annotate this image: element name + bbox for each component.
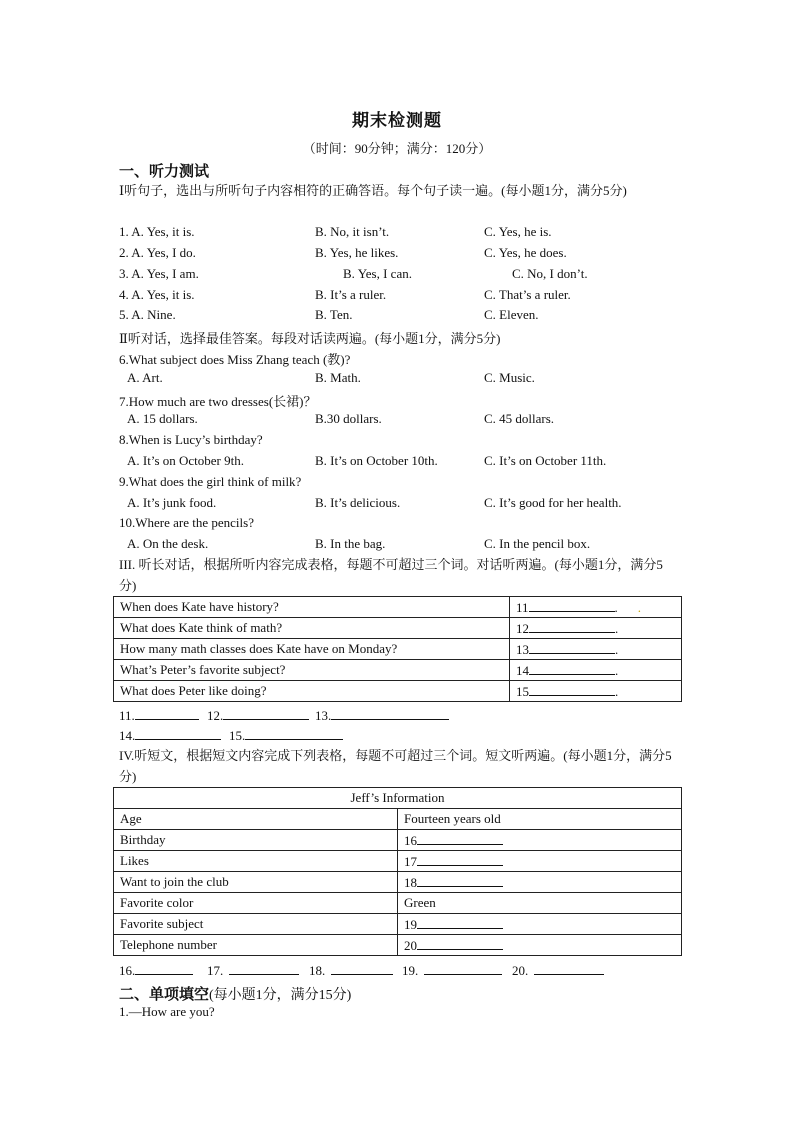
answer-label: 13. [315,708,332,723]
section2-q1: 1.—How are you? [119,1004,215,1019]
answer-number: 17 [404,853,417,869]
table-title: Jeff’s Information [114,788,682,809]
page-title: 期末检测题 [352,111,442,130]
table-cell-answer: 14 . [510,660,682,681]
q8-question: 8.When is Lucy’s birthday? [119,432,263,447]
table-cell-key: Likes [114,851,398,872]
section2-note: (每小题1分，满分15分) [209,988,352,1003]
q9-option-a: A. It’s junk food. [127,495,217,510]
table-row [114,872,682,893]
table-cell-question: When does Kate have history? [114,597,510,618]
table-row [114,914,682,935]
q7-option-b: B.30 dollars. [315,411,382,426]
answer-label: 14. [119,728,136,743]
answer-label: 12. [207,708,224,723]
q3-option-a: 3. A. Yes, I am. [119,266,199,281]
answer-label: 11. [119,708,135,723]
table-cell-answer: 15 . [510,681,682,702]
q4-option-c: C. That’s a ruler. [484,287,571,302]
answer-label: 18. [309,963,326,978]
answer-line-15 [229,727,343,744]
table-cell-answer: 13 . [510,639,682,660]
part2-instruction: Ⅱ听对话，选择最佳答案。每段对话读两遍。(每小题1分，满分5分) [119,331,501,346]
answer-blank[interactable] [417,916,503,929]
section2-heading: 二、单项填空 [119,987,210,1003]
q5-option-b: B. Ten. [315,307,353,322]
answer-blank[interactable] [245,727,343,740]
table-cell-value [398,851,682,872]
q3-option-c: C. No, I don’t. [512,266,588,281]
q10-option-b: B. In the bag. [315,536,386,551]
q8-option-c: C. It’s on October 11th. [484,453,607,468]
answer-line-12 [207,707,309,724]
answer-number: 13 [516,641,529,657]
section1-heading: 一、听力测试 [119,164,210,180]
table-cell-question: What’s Peter’s favorite subject? [114,660,510,681]
q7-option-a: A. 15 dollars. [127,411,198,426]
q9-option-c: C. It’s good for her health. [484,495,622,510]
q2-option-c: C. Yes, he does. [484,245,567,260]
part3-instruction: III. 听长对话，根据所听内容完成表格，每题不可超过三个词。对话听两遍。(每小题1分，满分5分) [119,557,663,593]
table-row [114,830,682,851]
answer-blank[interactable] [424,962,502,975]
table-cell-question: What does Peter like doing? [114,681,510,702]
table-cell-key: Age [114,809,398,830]
part4-instruction: IV.听短文，根据短文内容完成下列表格，每题不可超过三个词。短文听两遍。(每小题1分，满分5分) [119,748,672,784]
answer-line-13 [315,707,449,724]
table-cell-value [398,914,682,935]
q10-question: 10.Where are the pencils? [119,515,254,530]
answer-blank[interactable] [331,962,393,975]
table-row [114,639,682,660]
answer-label: 20. [512,963,529,978]
table-cell-key: Birthday [114,830,398,851]
answer-number: 14 [516,662,529,678]
q7-option-c: C. 45 dollars. [484,411,555,426]
answer-blank[interactable] [529,641,615,654]
q5-option-c: C. Eleven. [484,307,539,322]
answer-label: 15. [229,728,246,743]
table-cell-value [398,935,682,956]
part4-table [113,787,682,956]
part3-table [113,596,682,702]
table-row [114,660,682,681]
table-row [114,681,682,702]
answer-blank[interactable] [135,707,199,720]
q6-question: 6.What subject does Miss Zhang teach (教)? [119,352,351,367]
answer-number: 15 [516,683,529,699]
answer-line-16 [119,962,193,979]
q2-option-a: 2. A. Yes, I do. [119,245,196,260]
answer-blank[interactable] [135,727,221,740]
answer-blank[interactable] [229,962,299,975]
q1-option-a: 1. A. Yes, it is. [119,224,195,239]
q10-option-c: C. In the pencil box. [484,536,591,551]
answer-blank[interactable] [529,683,615,696]
answer-blank[interactable] [331,707,449,720]
table-title-row [114,788,682,809]
table-cell-question: What does Kate think of math? [114,618,510,639]
answer-blank[interactable] [529,662,615,675]
answer-blank[interactable] [417,937,503,950]
q8-option-b: B. It’s on October 10th. [315,453,438,468]
table-cell-answer: 12 . [510,618,682,639]
answer-number: 11 [516,599,529,615]
answer-blank[interactable] [529,620,615,633]
answer-line-11 [119,707,199,724]
q9-question: 9.What does the girl think of milk? [119,474,302,489]
answer-blank[interactable] [223,707,309,720]
table-cell-value: Green [398,893,682,914]
table-cell-value: Fourteen years old [398,809,682,830]
q6-option-a: A. Art. [127,370,163,385]
table-row [114,893,682,914]
q8-option-a: A. It’s on October 9th. [127,453,244,468]
exam-subtitle: （时间：90分钟；满分：120分） [302,141,492,156]
table-row [114,851,682,872]
answer-number: 18 [404,874,417,890]
answer-blank[interactable] [417,874,503,887]
answer-number: 16 [404,832,417,848]
table-cell-key: Telephone number [114,935,398,956]
q7-question: 7.How much are two dresses(长裙)？ [119,394,317,409]
table-cell-key: Want to join the club [114,872,398,893]
answer-line-20 [512,962,604,979]
answer-number: 12 [516,620,529,636]
q1-option-b: B. No, it isn’t. [315,224,390,239]
table-cell-value [398,872,682,893]
q6-option-c: C. Music. [484,370,535,385]
answer-blank[interactable] [417,832,503,845]
section2-heading-line [119,983,351,1004]
table-cell-key: Favorite color [114,893,398,914]
q6-option-b: B. Math. [315,370,361,385]
q5-option-a: 5. A. Nine. [119,307,176,322]
answer-line-14 [119,727,221,744]
answer-blank[interactable] [135,962,193,975]
q10-option-a: A. On the desk. [127,536,209,551]
answer-line-18 [309,962,393,979]
table-row [114,597,682,618]
answer-number: 19 [404,916,417,932]
q2-option-b: B. Yes, he likes. [315,245,399,260]
part1-instruction: Ⅰ听句子，选出与所听句子内容相符的正确答语。每个句子读一遍。(每小题1分，满分5分) [119,183,627,198]
answer-label: 17. [207,963,224,978]
q3-option-b: B. Yes, I can. [343,266,412,281]
table-row [114,935,682,956]
table-cell-question: How many math classes does Kate have on Monday? [114,639,510,660]
answer-blank[interactable] [534,962,604,975]
q4-option-a: 4. A. Yes, it is. [119,287,195,302]
answer-line-19 [402,962,502,979]
q9-option-b: B. It’s delicious. [315,495,401,510]
q4-option-b: B. It’s a ruler. [315,287,387,302]
q1-option-c: C. Yes, he is. [484,224,552,239]
table-cell-answer: 11 . . [510,597,682,618]
answer-blank[interactable] [529,599,615,612]
answer-number: 20 [404,937,417,953]
table-row [114,809,682,830]
answer-label: 16. [119,963,136,978]
answer-label: 19. [402,963,419,978]
answer-blank[interactable] [417,853,503,866]
table-cell-key: Favorite subject [114,914,398,935]
answer-line-17 [207,962,299,979]
table-row [114,618,682,639]
table-cell-value [398,830,682,851]
